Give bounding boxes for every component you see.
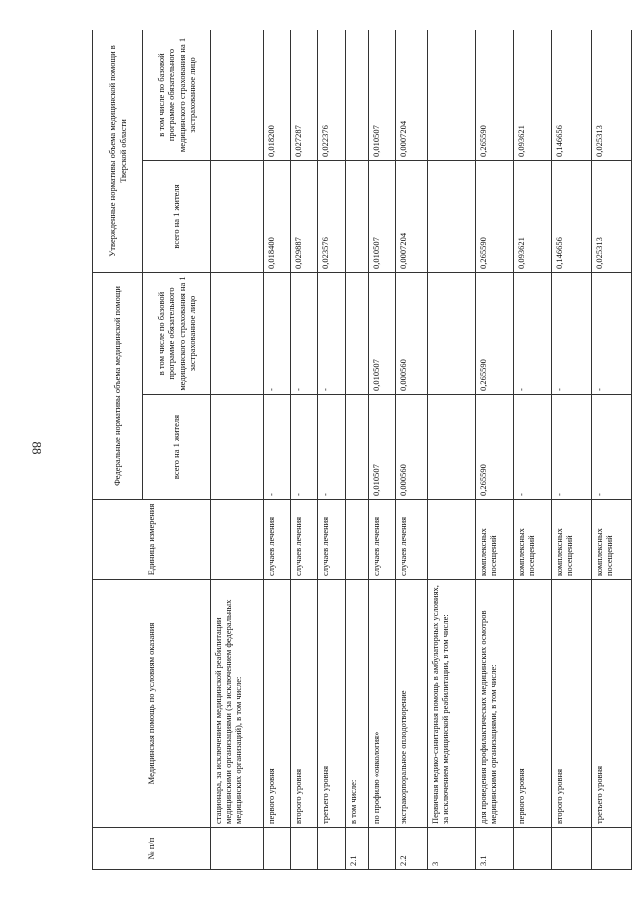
row-num: 2.2 bbox=[396, 828, 428, 870]
row-approved-total bbox=[345, 160, 368, 272]
table-row bbox=[427, 30, 475, 870]
row-approved-total: 0,010507 bbox=[368, 160, 395, 272]
row-unit bbox=[345, 500, 368, 580]
norms-table bbox=[92, 30, 632, 870]
row-approved-total bbox=[211, 160, 264, 272]
page-number: 88 bbox=[29, 441, 45, 455]
row-federal-total: 0,000560 bbox=[396, 395, 428, 500]
row-num: 3.1 bbox=[476, 828, 514, 870]
row-name: для проведения профилактических медицинских осмотров медицинскими организациями, в том числе: bbox=[476, 580, 514, 828]
row-federal-total: - bbox=[591, 395, 631, 500]
row-approved-oms: 0,027287 bbox=[290, 30, 317, 160]
row-approved-total bbox=[427, 160, 475, 272]
row-approved-oms: 0,010507 bbox=[368, 30, 395, 160]
row-unit: случаев лечения bbox=[290, 500, 317, 580]
row-federal-oms: 0,000560 bbox=[396, 272, 428, 394]
row-unit: комплексных посещений bbox=[514, 500, 552, 580]
table-row bbox=[368, 30, 395, 870]
row-name: первого уровня bbox=[263, 580, 290, 828]
row-approved-oms: 0,0007204 bbox=[396, 30, 428, 160]
row-num: 2.1 bbox=[345, 828, 368, 870]
row-approved-oms: 0,018200 bbox=[263, 30, 290, 160]
row-num bbox=[514, 828, 552, 870]
row-federal-total bbox=[211, 395, 264, 500]
table-row bbox=[514, 30, 552, 870]
header-federal-total: всего на 1 жителя bbox=[143, 395, 211, 500]
row-num bbox=[290, 828, 317, 870]
table-row bbox=[290, 30, 317, 870]
row-unit: комплексных посещений bbox=[551, 500, 591, 580]
header-num: № п/п bbox=[93, 828, 211, 870]
row-federal-total: - bbox=[318, 395, 345, 500]
header-approved-oms: в том числе по базовой программе обязательного медицинского страхования на 1 застрахованное лицо bbox=[143, 30, 211, 160]
row-federal-oms: - bbox=[551, 272, 591, 394]
header-federal-group: Федеральные нормативы объема медицинской помощи bbox=[93, 272, 143, 499]
header-approved-total: всего на 1 жителя bbox=[143, 160, 211, 272]
row-name: в том числе: bbox=[345, 580, 368, 828]
row-approved-oms bbox=[345, 30, 368, 160]
row-federal-oms bbox=[345, 272, 368, 394]
row-name: Первичная медико-санитарная помощь в амбулаторных условиях, за исключением медицинской реабилитации, в том числе: bbox=[427, 580, 475, 828]
row-approved-total: 0,265590 bbox=[476, 160, 514, 272]
row-federal-oms: - bbox=[263, 272, 290, 394]
row-unit: случаев лечения bbox=[396, 500, 428, 580]
row-name: второго уровня bbox=[551, 580, 591, 828]
header-approved-group: Утвержденные нормативы объема медицинской помощи в Тверской области bbox=[93, 30, 143, 272]
row-approved-total: 0,0007204 bbox=[396, 160, 428, 272]
row-unit: случаев лечения bbox=[318, 500, 345, 580]
row-federal-total: 0,265590 bbox=[476, 395, 514, 500]
row-approved-oms: 0,025313 bbox=[591, 30, 631, 160]
row-approved-oms bbox=[427, 30, 475, 160]
row-federal-oms bbox=[427, 272, 475, 394]
row-num bbox=[368, 828, 395, 870]
row-name: по профилю «онкология» bbox=[368, 580, 395, 828]
row-federal-oms: - bbox=[514, 272, 552, 394]
row-num bbox=[211, 828, 264, 870]
row-num bbox=[318, 828, 345, 870]
row-federal-total: - bbox=[551, 395, 591, 500]
row-name: экстракорпоральное оплодотворение bbox=[396, 580, 428, 828]
row-unit bbox=[211, 500, 264, 580]
row-federal-oms: 0,265590 bbox=[476, 272, 514, 394]
row-approved-oms: 0,022376 bbox=[318, 30, 345, 160]
row-approved-oms: 0,146656 bbox=[551, 30, 591, 160]
row-approved-oms: 0,093621 bbox=[514, 30, 552, 160]
row-federal-total: - bbox=[290, 395, 317, 500]
row-federal-total: 0,010507 bbox=[368, 395, 395, 500]
row-approved-oms bbox=[211, 30, 264, 160]
row-name: третьего уровня bbox=[591, 580, 631, 828]
row-unit bbox=[427, 500, 475, 580]
table-row bbox=[551, 30, 591, 870]
row-unit: комплексных посещений bbox=[591, 500, 631, 580]
row-approved-oms: 0,265590 bbox=[476, 30, 514, 160]
header-federal-oms: в том числе по базовой программе обязательного медицинского страхования на 1 застрахованное лицо bbox=[143, 272, 211, 394]
row-approved-total: 0,018400 bbox=[263, 160, 290, 272]
row-approved-total: 0,025313 bbox=[591, 160, 631, 272]
row-approved-total: 0,029887 bbox=[290, 160, 317, 272]
row-federal-total: - bbox=[514, 395, 552, 500]
row-federal-oms: - bbox=[318, 272, 345, 394]
table-row bbox=[263, 30, 290, 870]
table-row bbox=[396, 30, 428, 870]
row-federal-oms: 0,010507 bbox=[368, 272, 395, 394]
row-unit: комплексных посещений bbox=[476, 500, 514, 580]
row-num bbox=[551, 828, 591, 870]
row-num: 3 bbox=[427, 828, 475, 870]
rotated-table-container bbox=[92, 30, 632, 870]
row-federal-oms: - bbox=[591, 272, 631, 394]
header-unit: Единица измерения bbox=[93, 500, 211, 580]
row-federal-total bbox=[345, 395, 368, 500]
row-unit: случаев лечения bbox=[263, 500, 290, 580]
row-name: стационара, за исключением медицинской реабилитации медицинскими организациями (за исключением федеральных медицинских организаций), в том числе: bbox=[211, 580, 264, 828]
row-approved-total: 0,093621 bbox=[514, 160, 552, 272]
table-row bbox=[476, 30, 514, 870]
table-row bbox=[211, 30, 264, 870]
row-num bbox=[591, 828, 631, 870]
row-federal-oms bbox=[211, 272, 264, 394]
table-row bbox=[345, 30, 368, 870]
row-approved-total: 0,146656 bbox=[551, 160, 591, 272]
row-federal-total bbox=[427, 395, 475, 500]
row-name: третьего уровня bbox=[318, 580, 345, 828]
header-name: Медицинская помощь по условиям оказания bbox=[93, 580, 211, 828]
row-federal-oms: - bbox=[290, 272, 317, 394]
table-body bbox=[211, 30, 632, 870]
table-row bbox=[591, 30, 631, 870]
row-federal-total: - bbox=[263, 395, 290, 500]
row-name: первого уровня bbox=[514, 580, 552, 828]
row-name: второго уровня bbox=[290, 580, 317, 828]
row-approved-total: 0,023576 bbox=[318, 160, 345, 272]
row-unit: случаев лечения bbox=[368, 500, 395, 580]
table-row bbox=[318, 30, 345, 870]
rotated-table-frame bbox=[92, 30, 632, 870]
row-num bbox=[263, 828, 290, 870]
